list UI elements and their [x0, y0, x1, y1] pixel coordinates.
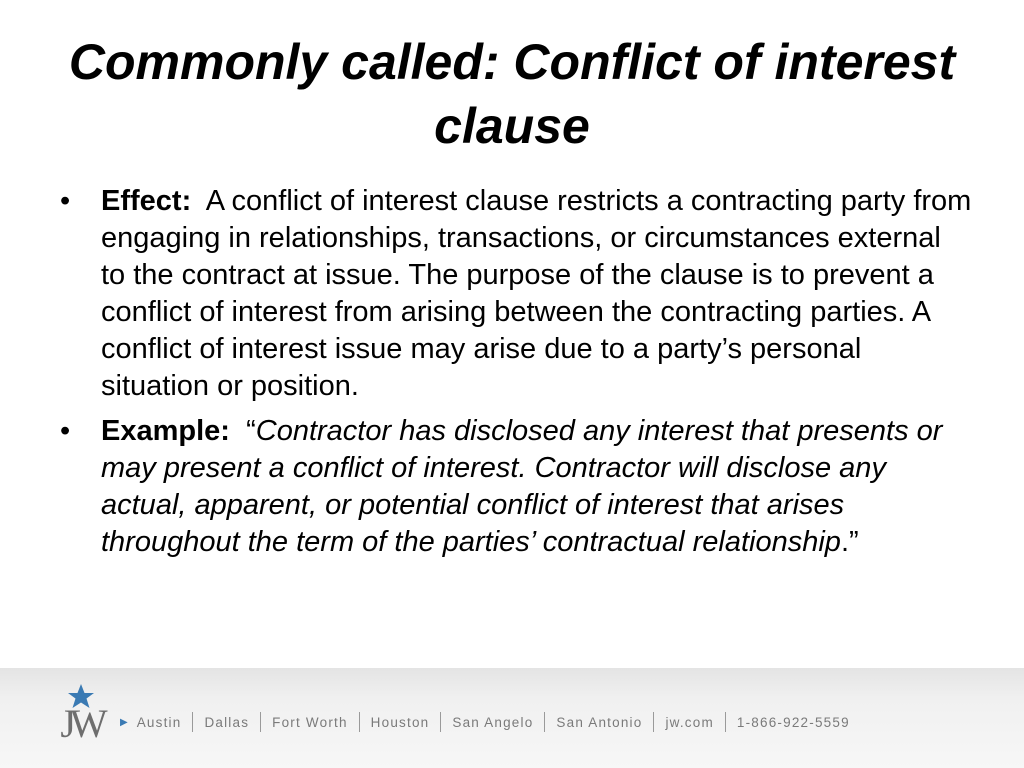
- bullet-list: [60, 183, 972, 569]
- divider: [192, 712, 193, 732]
- divider: [359, 712, 360, 732]
- footer-link-san-antonio[interactable]: San Antonio: [556, 714, 643, 730]
- close-quote: .”: [840, 526, 859, 558]
- open-quote: “: [246, 415, 256, 447]
- footer-link-austin[interactable]: Austin: [136, 714, 182, 730]
- jw-logo: [55, 682, 107, 748]
- footer-link-fort-worth[interactable]: Fort Worth: [272, 714, 348, 730]
- footer-link-dallas[interactable]: Dallas: [204, 714, 250, 730]
- footer-nav: [120, 711, 850, 733]
- logo-text: JW: [60, 701, 102, 746]
- bullet-dot-icon: •: [60, 415, 71, 447]
- bullet-label: Effect:: [101, 185, 192, 217]
- bullet-effect: [60, 183, 972, 405]
- right-triangle-icon: ▶: [120, 716, 128, 728]
- divider: [544, 712, 545, 732]
- divider: [725, 712, 726, 732]
- divider: [260, 712, 261, 732]
- footer-link-san-angelo[interactable]: San Angelo: [452, 714, 534, 730]
- footer-phone[interactable]: 1-866-922-5559: [736, 714, 850, 730]
- footer-bar: [0, 668, 1024, 768]
- bullet-dot-icon: •: [60, 185, 71, 217]
- divider: [440, 712, 441, 732]
- footer-link-website[interactable]: jw.com: [665, 714, 714, 730]
- bullet-text: A conflict of interest clause restricts a contracting party from engaging in relationships, transactions, or circumstances external to the contract at issue. The purpose of the clause is to prevent a conflict of interest from arising between the contracting parties. A conflict of interest issue may arise due to a party’s personal situation or position.: [101, 185, 972, 402]
- divider: [653, 712, 654, 732]
- slide-title: Commonly called: Conflict of interest clause: [68, 34, 956, 154]
- bullet-label: Example:: [101, 415, 230, 447]
- footer-link-houston[interactable]: Houston: [370, 714, 430, 730]
- bullet-example: [60, 413, 972, 561]
- example-quote: Contractor has disclosed any interest that presents or may present a conflict of interest. Contractor will disclose any actual, apparent, or potential conflict of interest that arises throughout the term of the parties’ contractual relationship: [101, 415, 943, 558]
